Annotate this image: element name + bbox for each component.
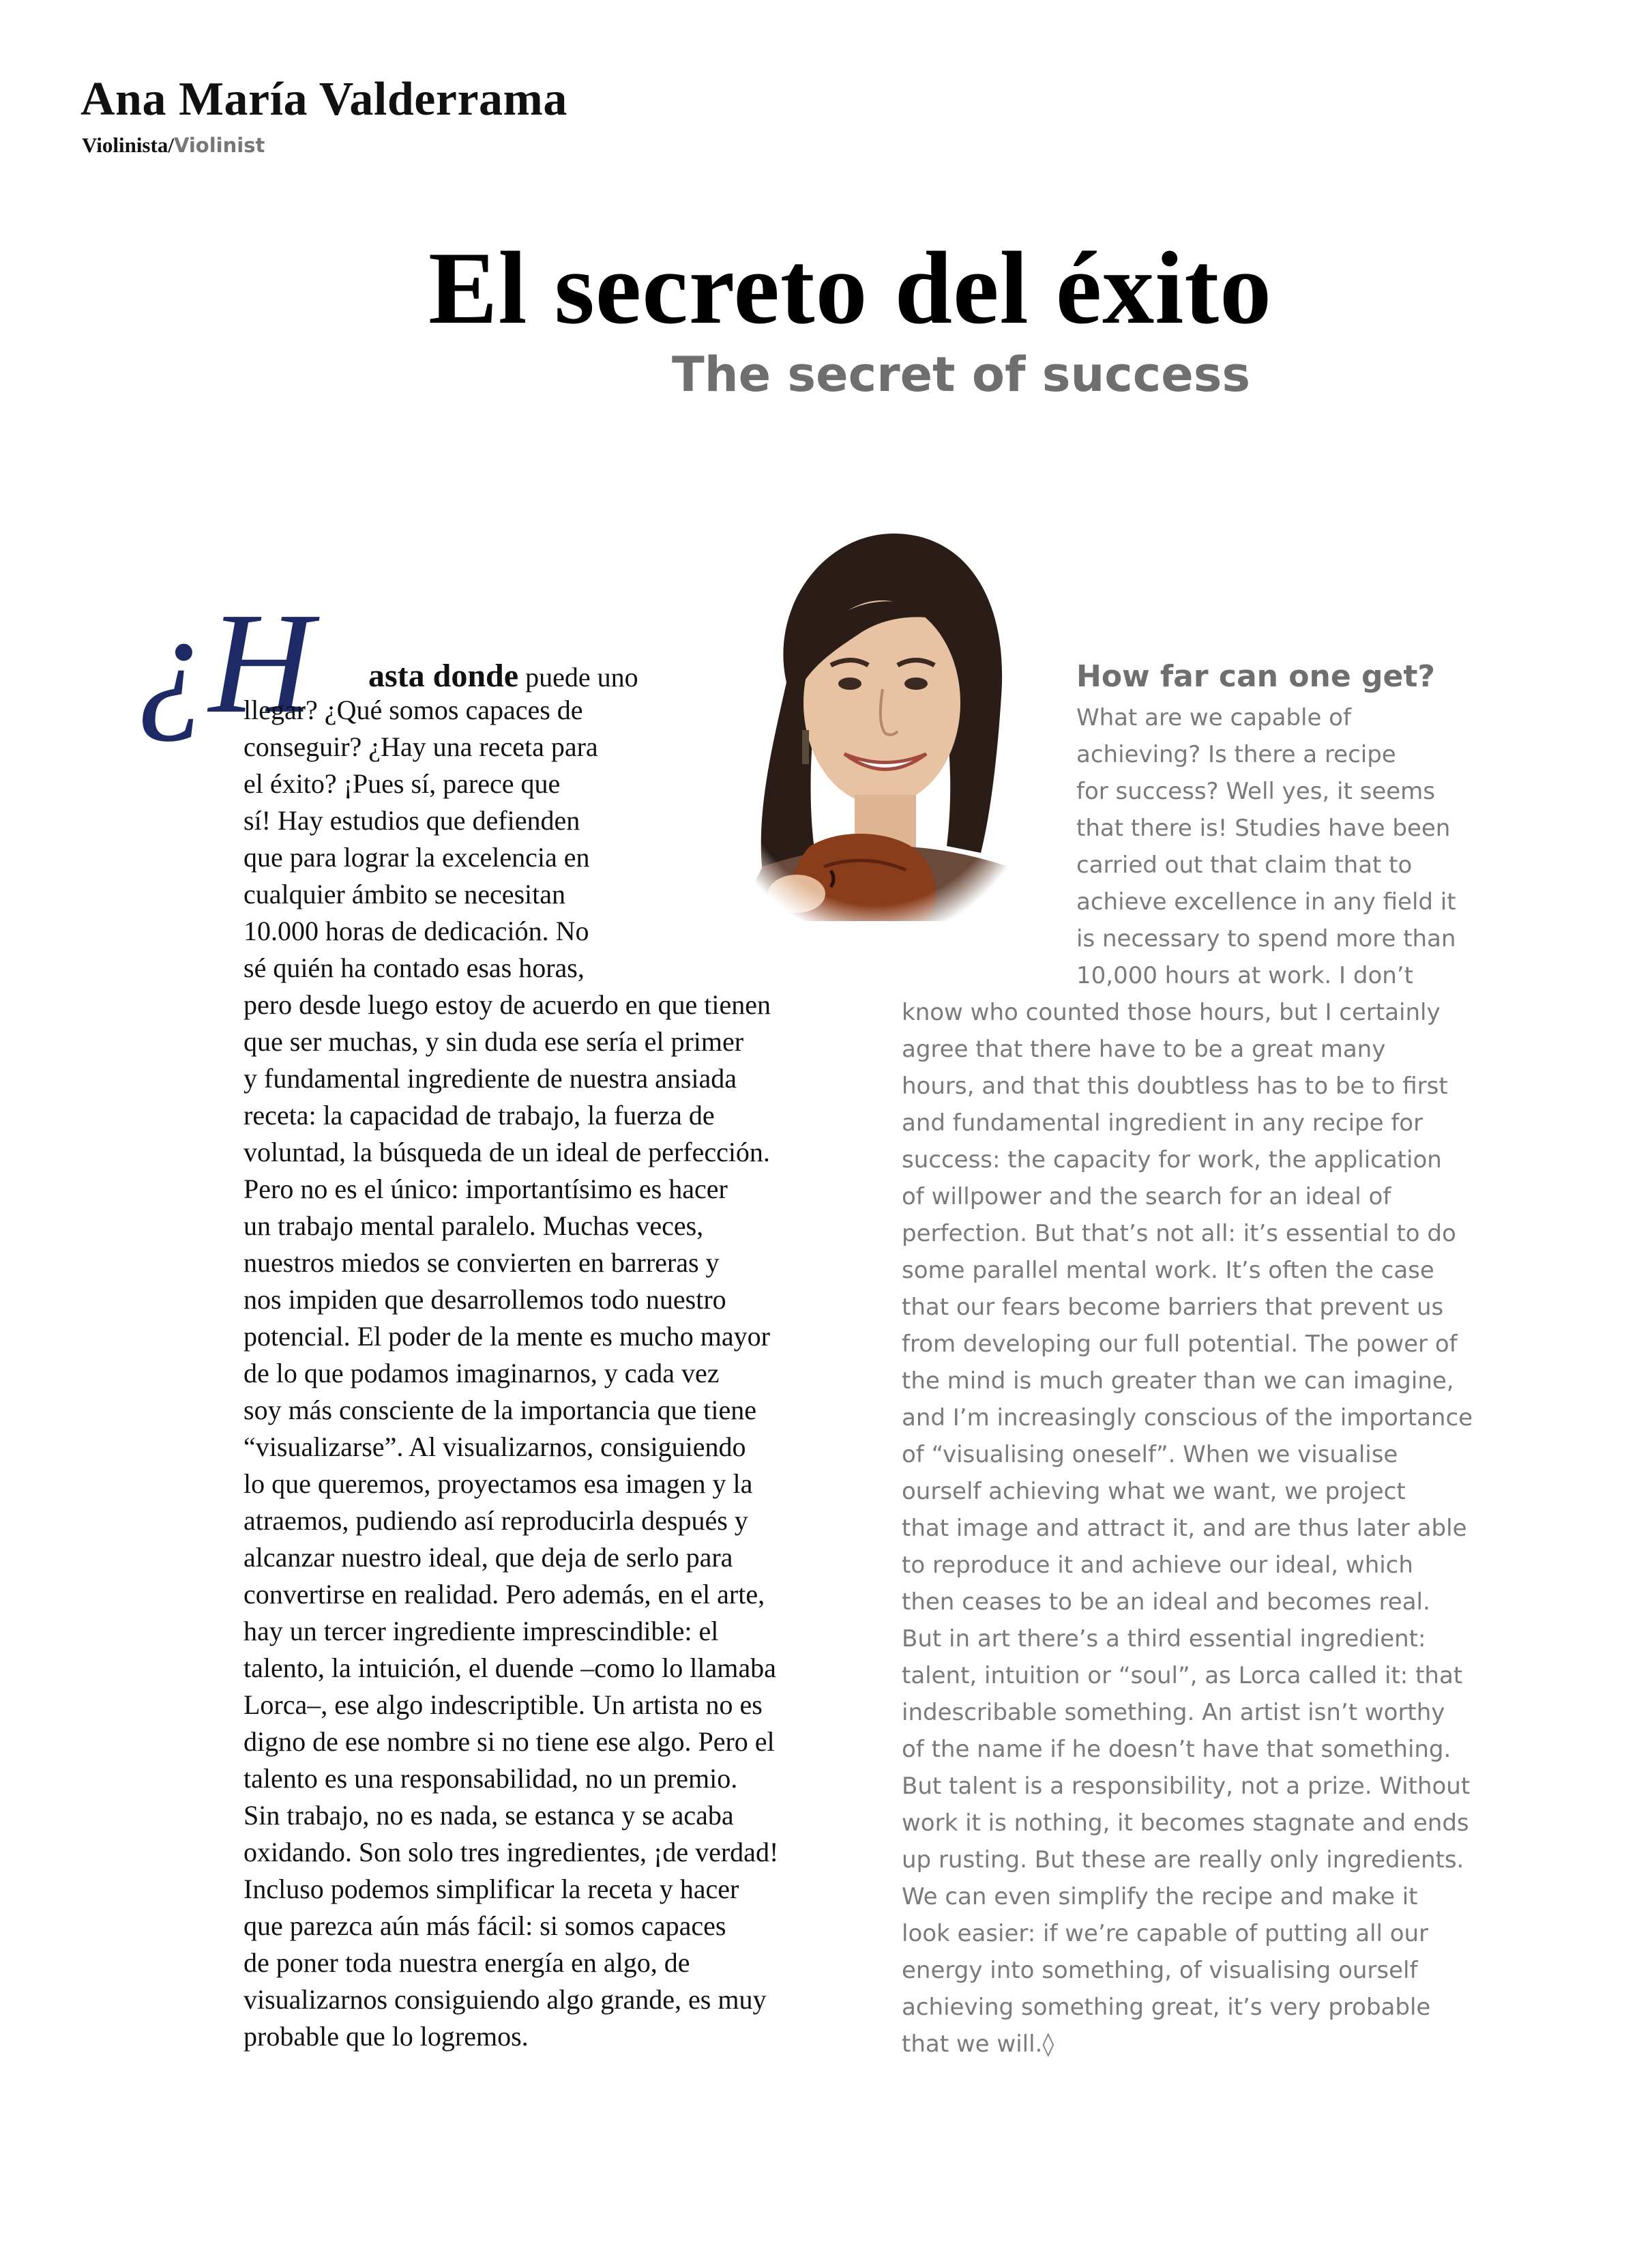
text-line: que ser muchas, y sin duda ese sería el primer	[244, 1026, 744, 1057]
text-line: visualizarnos consiguiendo algo grande, es muy	[244, 1984, 767, 2015]
text-line: alcanzar nuestro ideal, que deja de serlo para	[244, 1542, 733, 1573]
text-line: success: the capacity for work, the application	[902, 1146, 1442, 1174]
text-line: 10.000 horas de dedicación. No	[244, 916, 589, 946]
text-line: receta: la capacidad de trabajo, la fuerza de	[244, 1100, 715, 1131]
text-line: agree that there have to be a great many	[902, 1036, 1386, 1063]
text-line: “visualizarse”. Al visualizarnos, consiguiendo	[244, 1431, 746, 1462]
text-line: some parallel mental work. It’s often the case	[902, 1257, 1434, 1284]
text-line: atraemos, pudiendo así reproducirla después y	[244, 1505, 748, 1536]
text-line: convertirse en realidad. Pero además, en el arte,	[244, 1579, 765, 1610]
text-line: But talent is a responsibility, not a prize. Without	[902, 1773, 1471, 1800]
author-role	[82, 133, 265, 158]
text-line: and fundamental ingredient in any recipe for	[902, 1109, 1424, 1137]
text-line: que parezca aún más fácil: si somos capaces	[244, 1910, 726, 1941]
text-line: digno de ese nombre si no tiene ese algo. Pero el	[244, 1726, 775, 1757]
text-line: nos impiden que desarrollemos todo nuestro	[244, 1284, 726, 1315]
text-line: de poner toda nuestra energía en algo, de	[244, 1947, 690, 1978]
text-line: What are we capable of	[1076, 704, 1351, 731]
text-line: is necessary to spend more than	[1076, 925, 1456, 952]
text-line: soy más consciente de la importancia que tiene	[244, 1395, 756, 1425]
text-line: Lorca–, ese algo indescriptible. Un artista no es	[244, 1689, 763, 1720]
text-line: look easier: if we’re capable of putting all our	[902, 1920, 1429, 1947]
text-line: energy into something, of visualising ourself	[902, 1957, 1418, 1984]
text-line: lo que queremos, proyectamos esa imagen y la	[244, 1468, 753, 1499]
text-line: voluntad, la búsqueda de un ideal de perfección.	[244, 1137, 770, 1167]
page-subtitle: The secret of success	[672, 347, 1251, 403]
text-line: that image and attract it, and are thus later able	[902, 1515, 1467, 1542]
text-line: indescribable something. An artist isn’t worthy	[902, 1699, 1445, 1726]
text-line: de lo que podamos imaginarnos, y cada vez	[244, 1358, 720, 1388]
text-line: of willpower and the search for an ideal of	[902, 1183, 1391, 1210]
text-line: pero desde luego estoy de acuerdo en que tienen	[244, 989, 771, 1020]
text-line: el éxito? ¡Pues sí, parece que	[244, 768, 561, 799]
text-line: nuestros miedos se convierten en barreras y	[244, 1247, 720, 1278]
text-line-content: puede uno	[525, 662, 638, 693]
text-line: hours, and that this doubtless has to be to first	[902, 1073, 1448, 1100]
author-name: Ana María Valderrama	[80, 73, 567, 126]
text-line: from developing our full potential. The power of	[902, 1330, 1458, 1358]
text-line: up rusting. But these are really only ingredients.	[902, 1846, 1464, 1874]
english-heading: How far can one get?	[1076, 659, 1435, 694]
portrait-photo	[722, 525, 1029, 921]
text-line: work it is nothing, it becomes stagnate and ends	[902, 1809, 1469, 1837]
text-line: llegar? ¿Qué somos capaces de	[244, 695, 583, 725]
text-line: and I’m increasingly conscious of the importance	[902, 1404, 1473, 1431]
lead-in: asta donde	[368, 658, 519, 694]
text-line: But in art there’s a third essential ingredient:	[902, 1625, 1426, 1652]
text-line: perfection. But that’s not all: it’s essential to do	[902, 1220, 1456, 1247]
text-line: Pero no es el único: importantísimo es hacer	[244, 1174, 728, 1204]
text-line: potencial. El poder de la mente es mucho mayor	[244, 1321, 770, 1352]
text-line: un trabajo mental paralelo. Muchas veces,	[244, 1210, 704, 1241]
text-line: achieving something great, it’s very probable	[902, 1994, 1431, 2021]
text-line: sí! Hay estudios que defienden	[244, 805, 580, 836]
text-line: the mind is much greater than we can imagine,	[902, 1367, 1454, 1395]
text-line: talento es una responsabilidad, no un premio.	[244, 1763, 738, 1794]
page-title: El secreto del éxito	[428, 231, 1273, 345]
text-line: achieving? Is there a recipe	[1076, 741, 1396, 768]
text-line: conseguir? ¿Hay una receta para	[244, 731, 598, 762]
text-line: then ceases to be an ideal and becomes real.	[902, 1588, 1430, 1616]
text-line: talento, la intuición, el duende –como lo llamaba	[244, 1652, 776, 1683]
text-line: Incluso podemos simplificar la receta y hacer	[244, 1874, 739, 1904]
text-line: of “visualising oneself”. When we visualise	[902, 1441, 1398, 1468]
text-line	[368, 660, 638, 693]
text-line: Sin trabajo, no es nada, se estanca y se acaba	[244, 1800, 734, 1831]
text-line: sé quién ha contado esas horas,	[244, 952, 585, 983]
text-line: oxidando. Son solo tres ingredientes, ¡de verdad!	[244, 1837, 779, 1867]
text-line: that we will.◊	[902, 2030, 1054, 2058]
text-line: to reproduce it and achieve our ideal, which	[902, 1552, 1413, 1579]
drop-cap: ¿H	[136, 583, 314, 743]
text-line: ourself achieving what we want, we project	[902, 1478, 1406, 1505]
text-line: for success? Well yes, it seems	[1076, 778, 1435, 805]
role-es: Violinista/	[82, 133, 174, 157]
text-line: talent, intuition or “soul”, as Lorca called it: that	[902, 1662, 1463, 1689]
role-en: Violinist	[173, 134, 265, 157]
text-line: y fundamental ingrediente de nuestra ansiada	[244, 1063, 737, 1094]
text-line: achieve excellence in any field it	[1076, 888, 1456, 916]
text-line: carried out that claim that to	[1076, 851, 1413, 879]
text-line: cualquier ámbito se necesitan	[244, 879, 566, 909]
text-line: that there is! Studies have been	[1076, 815, 1451, 842]
text-line: que para lograr la excelencia en	[244, 842, 590, 873]
text-line: hay un tercer ingrediente imprescindible: el	[244, 1616, 719, 1646]
text-line: that our fears become barriers that prevent us	[902, 1294, 1444, 1321]
text-line: We can even simplify the recipe and make it	[902, 1883, 1418, 1910]
text-line: probable que lo logremos.	[244, 2021, 529, 2052]
text-line: of the name if he doesn’t have that something.	[902, 1736, 1451, 1763]
text-line: know who counted those hours, but I certainly	[902, 999, 1441, 1026]
text-line: 10,000 hours at work. I don’t	[1076, 962, 1413, 989]
